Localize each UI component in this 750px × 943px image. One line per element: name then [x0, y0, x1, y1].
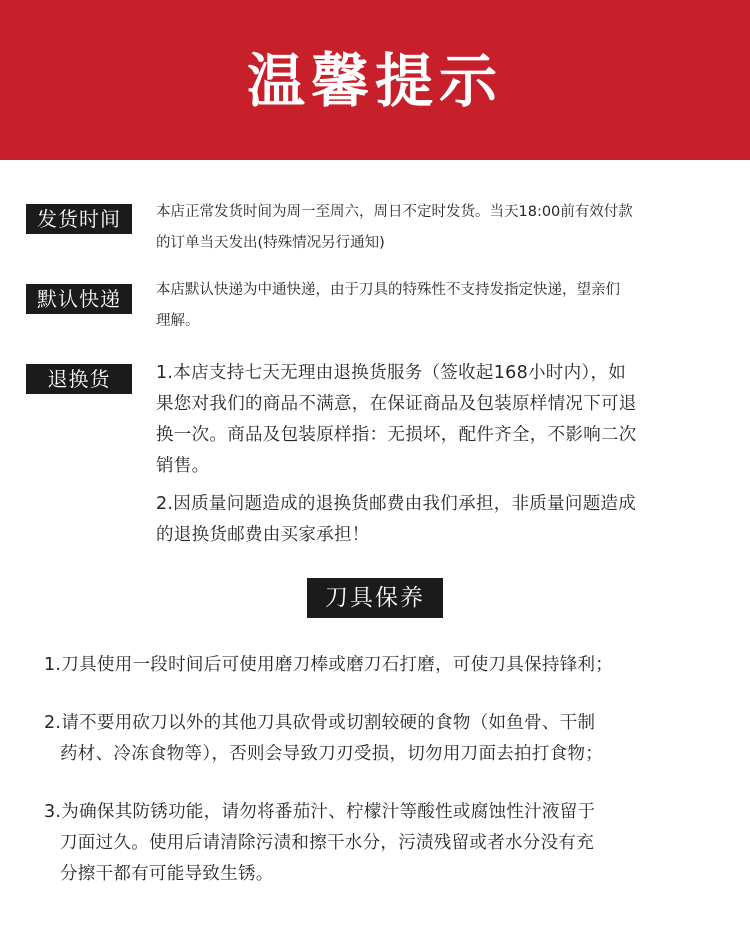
header-banner: [0, 0, 750, 160]
returns-p2-line-2: 的退换货邮费由买家承担！: [156, 525, 370, 545]
care-item-2-line-1: 2.请不要用砍刀以外的其他刀具砍骨或切割较硬的食物（如鱼骨、干制: [44, 713, 596, 733]
care-item-3: [44, 797, 595, 890]
care-item-2-line-2: 药材、冷冻食物等），否则会导致刀刃受损，切勿用刀面去拍打食物；: [60, 744, 604, 764]
care-item-3-line-2: 刀面过久。使用后请清除污渍和擦干水分，污渍残留或者水分没有充: [60, 833, 594, 853]
courier-text: [156, 275, 620, 337]
shipping-text: [156, 197, 633, 259]
banner-title: 温馨提示: [246, 47, 503, 115]
returns-p1-line-4: 销售。: [156, 456, 210, 476]
returns-p2-line-1: 2.因质量问题造成的退换货邮费由我们承担，非质量问题造成: [156, 494, 637, 514]
returns-p1-line-2: 果您对我们的商品不满意，在保证商品及包装原样情况下可退: [156, 394, 637, 414]
courier-line-2: 理解。: [156, 313, 200, 329]
care-item-1: [44, 650, 613, 681]
care-item-3-line-1: 3.为确保其防锈功能，请勿将番茄汁、柠檬汁等酸性或腐蚀性汁液留于: [44, 802, 596, 822]
returns-p1-line-3: 换一次。商品及包装原样指：无损坏，配件齐全，不影响二次: [156, 425, 637, 445]
care-item-3-line-3: 分擦干都有可能导致生锈。: [60, 864, 274, 884]
care-item-2: [44, 708, 603, 770]
care-tag: 刀具保养: [307, 578, 443, 618]
care-item-1-line-1: 1.刀具使用一段时间后可使用磨刀棒或磨刀石打磨，可使刀具保持锋利；: [44, 655, 614, 675]
returns-tag: 退换货: [26, 364, 132, 394]
returns-text-2: [156, 489, 636, 551]
courier-line-1: 本店默认快递为中通快递，由于刀具的特殊性不支持发指定快递，望亲们: [156, 282, 620, 298]
shipping-line-2: 的订单当天发出(特殊情况另行通知): [156, 235, 385, 251]
shipping-line-1: 本店正常发货时间为周一至周六，周日不定时发货。当天18:00前有效付款: [156, 204, 633, 220]
shipping-tag: 发货时间: [26, 204, 132, 234]
courier-tag: 默认快递: [26, 284, 132, 314]
returns-p1-line-1: 1.本店支持七天无理由退换货服务（签收起168小时内），如: [156, 363, 627, 383]
returns-text-1: [156, 358, 637, 482]
